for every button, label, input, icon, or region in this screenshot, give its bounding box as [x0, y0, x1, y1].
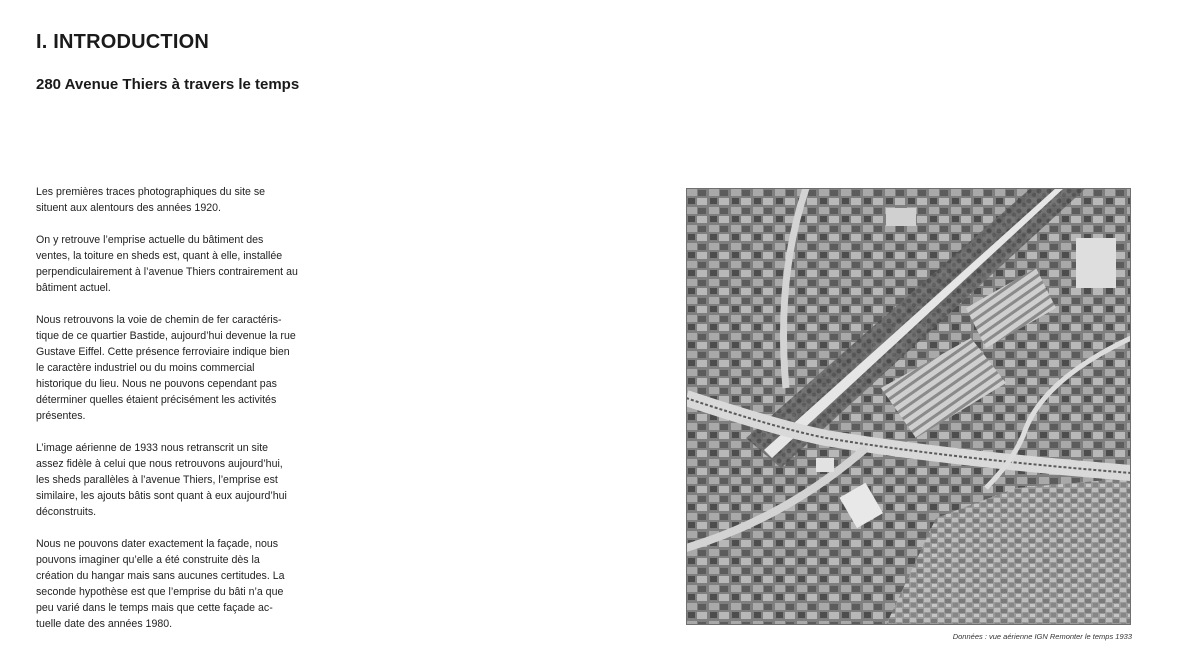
- body-text: [36, 184, 298, 648]
- aerial-photo-1933: [686, 188, 1131, 625]
- paragraph: Nous retrouvons la voie de chemin de fer caractéris-tique de ce quartier Bastide, aujourd’hui devenue la rue Gustave Eiffel. Cette présence ferroviaire indique bien le caractère industriel ou du moins commercial historique du lieu. Nous ne pouvons cependant pas déterminer quelles étaient précisément les activités présentes.: [36, 314, 296, 422]
- paragraph: Les premières traces photographiques du site se situent aux alentours des années 1920.: [36, 186, 266, 214]
- figure-caption: Données : vue aérienne IGN Remonter le temps 1933: [952, 632, 1132, 641]
- page-subtitle: 280 Avenue Thiers à travers le temps: [36, 76, 300, 93]
- paragraph: L’image aérienne de 1933 nous retranscrit un site assez fidèle à celui que nous retrouvons aujourd’hui, les sheds parallèles à l’avenue Thiers, l’emprise est similaire, les ajouts bâtis sont quant à eux aujourd’hui déconstruits.: [36, 442, 287, 518]
- paragraph: Nous ne pouvons dater exactement la façade, nous pouvons imaginer qu’elle a été construite dès la création du hangar mais sans aucunes certitudes. La seconde hypothèse est que l’emprise du bâti n’a que peu varié dans le temps mais que cette façade ac-tuelle date des années 1980.: [36, 538, 285, 630]
- paragraph: On y retrouve l’emprise actuelle du bâtiment des ventes, la toiture en sheds est, quant à elle, installée perpendiculairement à l’avenue Thiers contrairement au bâtiment actuel.: [36, 234, 298, 294]
- page-title: I. INTRODUCTION: [36, 31, 209, 53]
